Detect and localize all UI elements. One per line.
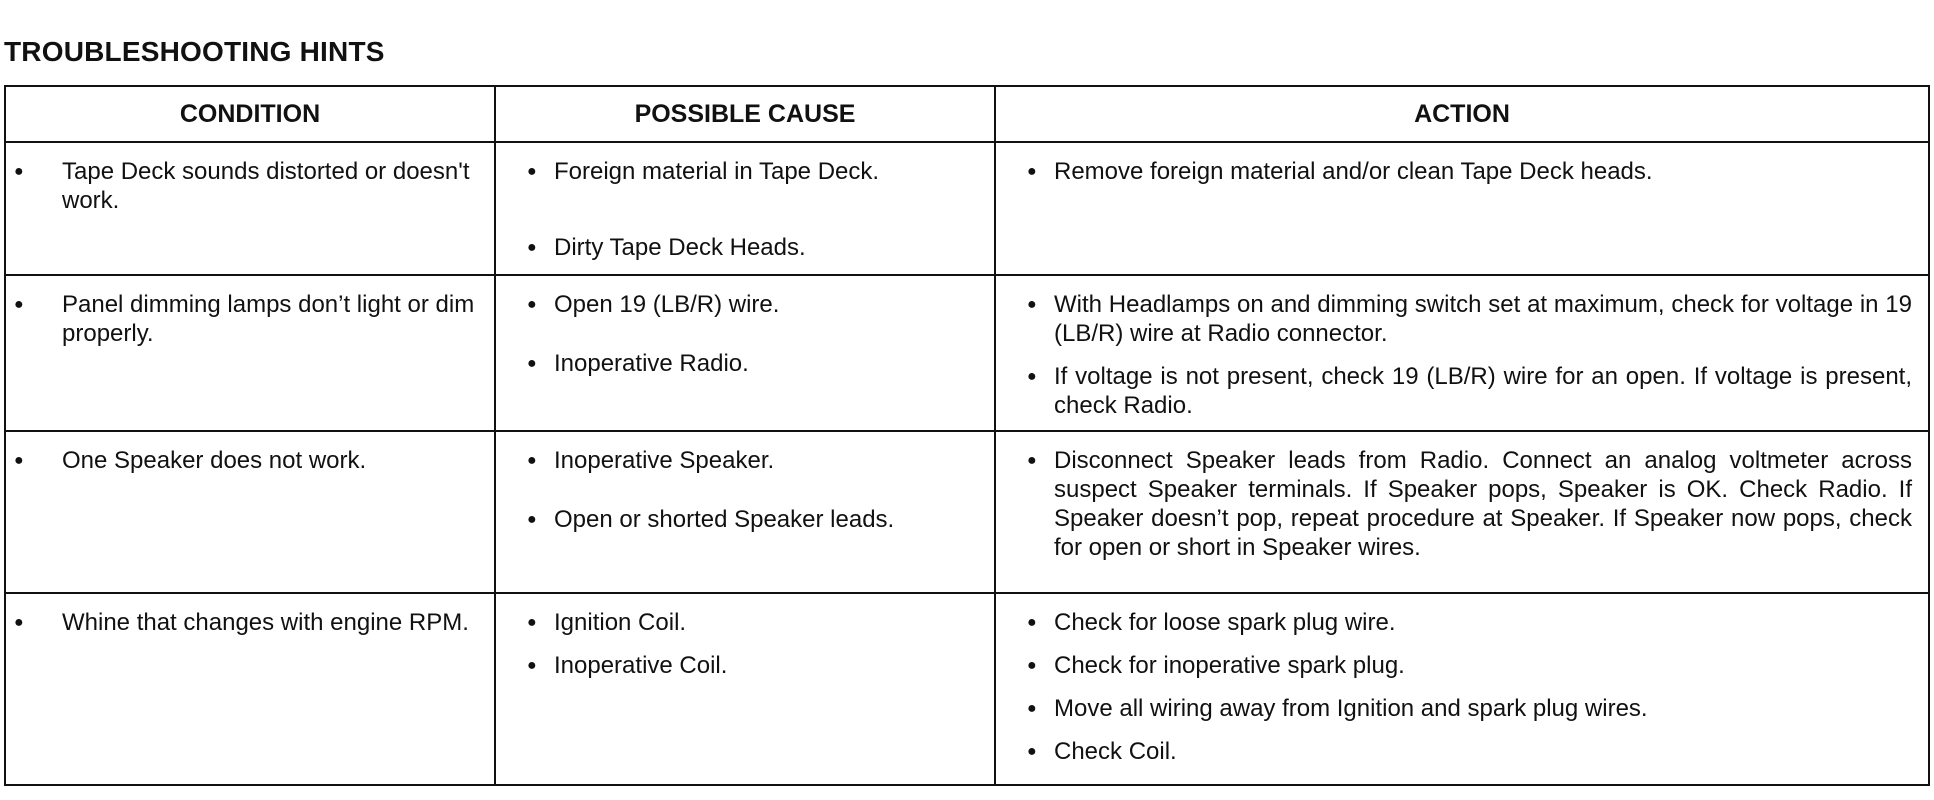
action-cell	[995, 593, 1929, 785]
cause-item: ● Inoperative Speaker.	[502, 446, 984, 475]
condition-text: ● Panel dimming lamps don’t light or dim properly.	[12, 290, 484, 348]
cause-item: ● Foreign material in Tape Deck.	[502, 157, 984, 186]
cause-item: ● Ignition Coil.	[502, 608, 984, 637]
cause-cell	[495, 593, 995, 785]
table-row	[5, 431, 1929, 593]
cause-item: ● Inoperative Coil.	[502, 651, 984, 680]
table-header-row	[5, 86, 1929, 142]
condition-cell	[5, 275, 495, 431]
column-header-cause: POSSIBLE CAUSE	[495, 86, 995, 142]
column-header-condition: CONDITION	[5, 86, 495, 142]
action-item: ● Remove foreign material and/or clean Tape Deck heads.	[1002, 157, 1918, 186]
cause-item: ● Open or shorted Speaker leads.	[502, 505, 984, 534]
action-item: ● Check for loose spark plug wire.	[1002, 608, 1918, 637]
column-header-action: ACTION	[995, 86, 1929, 142]
condition-text: ● One Speaker does not work.	[12, 446, 484, 475]
action-item: ● Check Coil.	[1002, 737, 1918, 766]
cause-item: ● Dirty Tape Deck Heads.	[502, 233, 984, 262]
action-cell	[995, 275, 1929, 431]
action-item: ● Check for inoperative spark plug.	[1002, 651, 1918, 680]
condition-text: ● Whine that changes with engine RPM.	[12, 608, 484, 637]
action-cell	[995, 431, 1929, 593]
page-title: TROUBLESHOOTING HINTS	[4, 36, 385, 67]
table-row	[5, 275, 1929, 431]
action-item: ● Disconnect Speaker leads from Radio. Connect an analog voltmeter across suspect Speaker terminals. If Speaker pops, Speaker is OK. Check Radio. If Speaker doesn’t pop, repeat procedure at Speaker. If Speaker now pops, check for open or short in Speaker wires.	[1002, 446, 1918, 562]
condition-text: ● Tape Deck sounds distorted or doesn't work.	[12, 157, 484, 215]
action-item: ● Move all wiring away from Ignition and spark plug wires.	[1002, 694, 1918, 723]
condition-cell	[5, 142, 495, 275]
action-item: ● With Headlamps on and dimming switch set at maximum, check for voltage in 19 (LB/R) wire at Radio connector.	[1002, 290, 1918, 348]
condition-cell	[5, 593, 495, 785]
troubleshooting-table	[4, 85, 1930, 786]
cause-cell	[495, 431, 995, 593]
condition-cell	[5, 431, 495, 593]
cause-cell	[495, 142, 995, 275]
action-cell	[995, 142, 1929, 275]
table-row	[5, 593, 1929, 785]
action-item: ● If voltage is not present, check 19 (LB/R) wire for an open. If voltage is present, check Radio.	[1002, 362, 1918, 420]
cause-item: ● Open 19 (LB/R) wire.	[502, 290, 984, 319]
cause-item: ● Inoperative Radio.	[502, 349, 984, 378]
table-row	[5, 142, 1929, 275]
cause-cell	[495, 275, 995, 431]
